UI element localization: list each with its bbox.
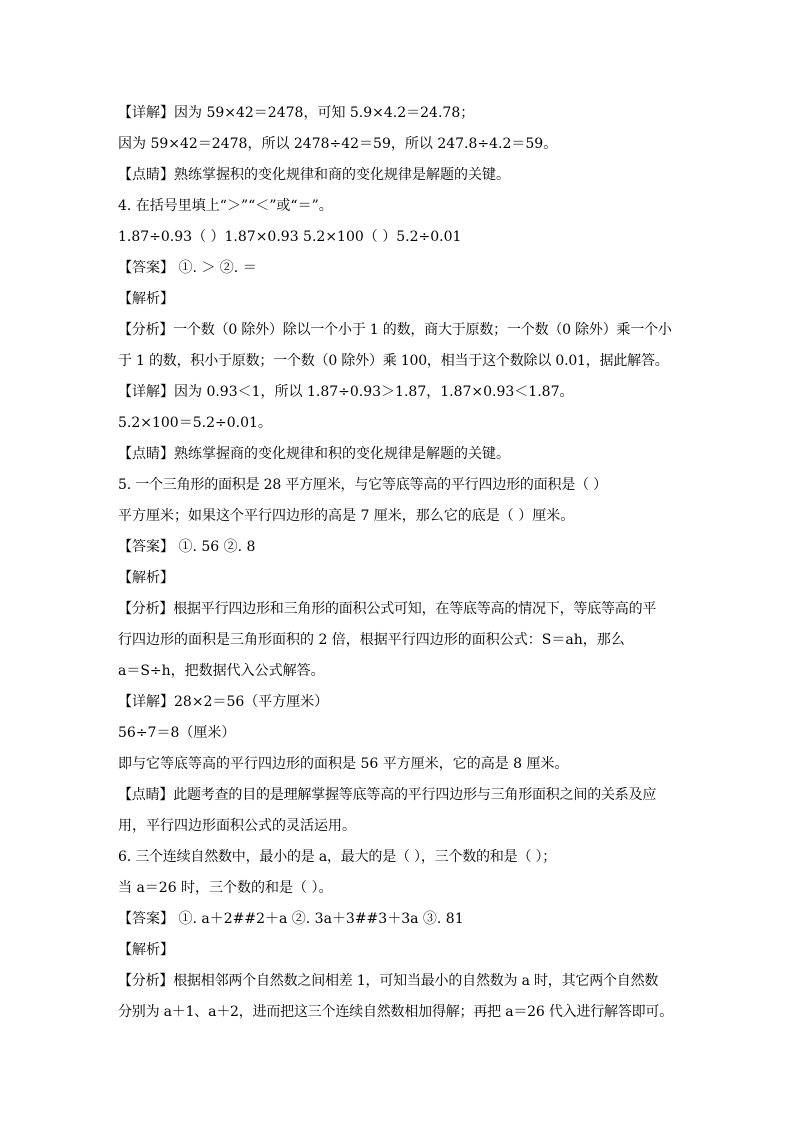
text-line: 于 1 的数，积小于原数；一个数（0 除外）乘 100，相当于这个数除以 0.01，据此解答。 (118, 353, 669, 369)
text-line: 因为 59×42＝2478，所以 2478÷42＝59，所以 247.8÷4.2＝59。 (118, 136, 558, 152)
text-line: 56÷7＝8（厘米） (118, 725, 236, 741)
text-line: 【详解】因为 59×42＝2478，可知 5.9×4.2＝24.78； (118, 105, 475, 121)
text-line: 行四边形的面积是三角形面积的 2 倍，根据平行四边形的面积公式：S＝ah，那么 (118, 632, 625, 648)
text-line: 当 a＝26 时，三个数的和是（ ）。 (118, 880, 333, 896)
analysis-label: 【解析】 (118, 942, 174, 958)
text-line: a＝S÷h，把数据代入公式解答。 (118, 663, 325, 679)
text-line: 【点睛】熟练掌握积的变化规律和商的变化规律是解题的关键。 (118, 167, 510, 183)
text-line: 【点睛】熟练掌握商的变化规律和积的变化规律是解题的关键。 (118, 446, 510, 462)
text-line: 分别为 a＋1、a＋2，进而把这三个连续自然数相加得解；再把 a＝26 代入进行解答即可。 (118, 1004, 674, 1020)
question-heading: 6. 三个连续自然数中，最小的是 a，最大的是（ ），三个数的和是（ ）； (118, 849, 557, 865)
document-body (118, 98, 678, 1028)
text-line: 【点睛】此题考查的目的是理解掌握等底等高的平行四边形与三角形面积之间的关系及应 (118, 787, 657, 803)
text-line: 即与它等底等高的平行四边形的面积是 56 平方厘米，它的高是 8 厘米。 (118, 756, 569, 772)
question-heading: 4. 在括号里填上“＞”“＜”或“＝”。 (118, 198, 333, 214)
answer-line: 【答案】 ①. ＞ ②. ＝ (118, 260, 257, 276)
analysis-label: 【解析】 (118, 291, 174, 307)
text-line: 平方厘米；如果这个平行四边形的高是 7 厘米，那么它的底是（ ）厘米。 (118, 508, 575, 524)
text-line: 【分析】一个数（0 除外）除以一个小于 1 的数，商大于原数；一个数（0 除外）乘一个小 (118, 322, 672, 338)
text-line: 【详解】因为 0.93＜1，所以 1.87÷0.93＞1.87，1.87×0.93＜1.87。 (118, 384, 574, 400)
text-line: 用，平行四边形面积公式的灵活运用。 (118, 818, 356, 834)
text-line: 1.87÷0.93（ ）1.87×0.93 5.2×100（ ）5.2÷0.01 (118, 229, 462, 245)
text-line: 【详解】28×2＝56（平方厘米） (118, 694, 329, 710)
answer-line: 【答案】 ①. a＋2##2＋a ②. 3a＋3##3＋3a ③. 81 (118, 911, 464, 927)
text-line: 【分析】根据相邻两个自然数之间相差 1，可知当最小的自然数为 a 时，其它两个自然数 (118, 973, 659, 989)
text-line: 5.2×100＝5.2÷0.01。 (118, 415, 272, 431)
analysis-label: 【解析】 (118, 570, 174, 586)
question-heading: 5. 一个三角形的面积是 28 平方厘米，与它等底等高的平行四边形的面积是（ ） (118, 477, 607, 493)
text-line: 【分析】根据平行四边形和三角形的面积公式可知，在等底等高的情况下，等底等高的平 (118, 601, 657, 617)
answer-line: 【答案】 ①. 56 ②. 8 (118, 539, 256, 555)
